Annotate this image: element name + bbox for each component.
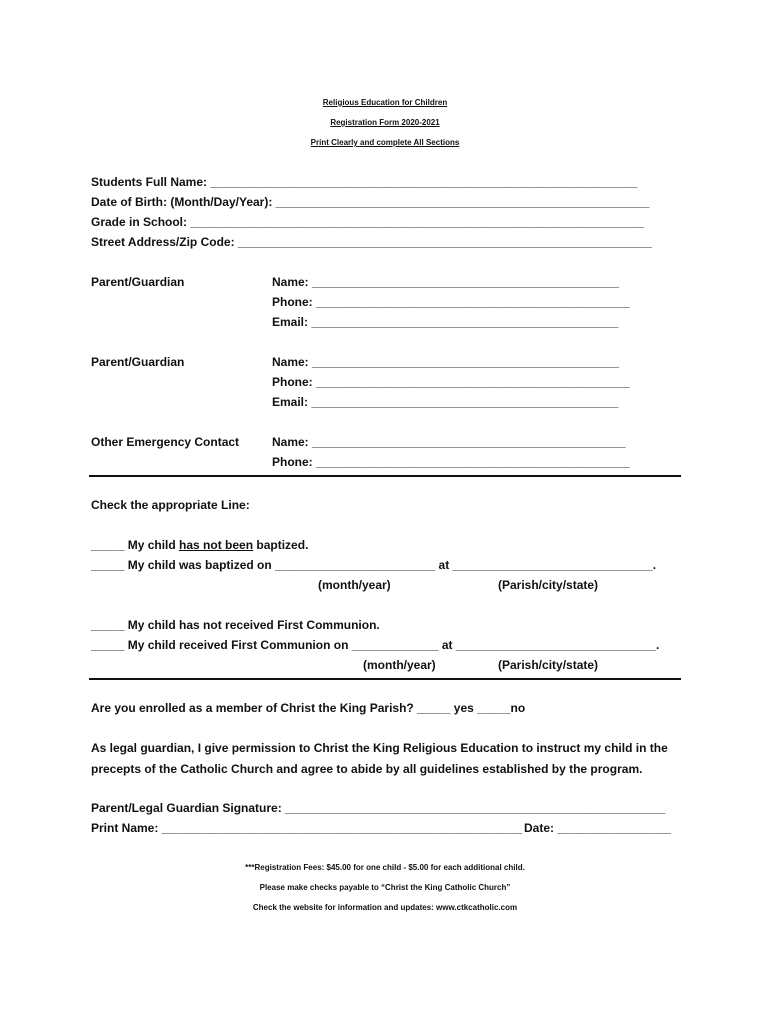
section-divider [89, 475, 681, 477]
no-communion-line[interactable]: _____ My child has not received First Communion. [91, 618, 380, 632]
communion-parish-caption: (Parish/city/state) [498, 658, 599, 672]
print-name-field[interactable]: Print Name: ______________________________________________________ [91, 821, 523, 835]
website-info: Check the website for information and updates: www.ctkcatholic.com [252, 903, 518, 912]
payment-instructions: Please make checks payable to “Christ the King Catholic Church” [259, 883, 511, 892]
date-field[interactable]: Date: _________________ [524, 821, 671, 835]
member-question[interactable]: Are you enrolled as a member of Christ the King Parish? _____ yes _____no [91, 701, 526, 715]
address-field[interactable]: Street Address/Zip Code: ______________________________________________________________ [91, 235, 652, 249]
form-instruction: Print Clearly and complete All Sections [310, 138, 460, 147]
parent1-name-field[interactable]: Name: ______________________________________________ [272, 275, 620, 289]
parent2-name-field[interactable]: Name: ______________________________________________ [272, 355, 620, 369]
check-heading: Check the appropriate Line: [91, 498, 250, 512]
baptism-parish-caption: (Parish/city/state) [498, 578, 599, 592]
not-baptized-line[interactable] [91, 537, 308, 553]
parent2-label: Parent/Guardian [91, 355, 185, 369]
parent1-email-field[interactable]: Email: ______________________________________________ [272, 315, 619, 329]
emergency-label: Other Emergency Contact [91, 435, 240, 449]
not-baptized-emphasis: has not been [179, 538, 254, 552]
signature-field[interactable]: Parent/Legal Guardian Signature: _________________________________________________________ [91, 801, 666, 815]
communion-month-year-caption: (month/year) [363, 658, 436, 672]
communion-line[interactable]: _____ My child received First Communion on _____________ at ______________________________. [91, 638, 660, 652]
grade-field[interactable]: Grade in School: ____________________________________________________________________ [91, 215, 645, 229]
permission-text-line2: precepts of the Catholic Church and agree to abide by all guidelines established by the program. [91, 762, 643, 776]
not-baptized-suffix: baptized. [253, 538, 309, 552]
student-name-field[interactable]: Students Full Name: ________________________________________________________________ [91, 175, 638, 189]
emergency-phone-field[interactable]: Phone: _______________________________________________ [272, 455, 630, 469]
parent1-phone-field[interactable]: Phone: _______________________________________________ [272, 295, 630, 309]
registration-fees: ***Registration Fees: $45.00 for one child - $5.00 for each additional child. [245, 863, 525, 872]
form-subtitle: Registration Form 2020-2021 [330, 118, 440, 127]
permission-text-line1: As legal guardian, I give permission to Christ the King Religious Education to instruct my child in the [91, 741, 668, 755]
parent2-phone-field[interactable]: Phone: _______________________________________________ [272, 375, 630, 389]
baptism-month-year-caption: (month/year) [318, 578, 391, 592]
section-divider-2 [89, 678, 681, 680]
parent2-email-field[interactable]: Email: ______________________________________________ [272, 395, 619, 409]
parent1-label: Parent/Guardian [91, 275, 185, 289]
emergency-name-field[interactable]: Name: _______________________________________________ [272, 435, 626, 449]
baptized-line[interactable]: _____ My child was baptized on ________________________ at ______________________________. [91, 558, 657, 572]
date-of-birth-field[interactable]: Date of Birth: (Month/Day/Year): ________________________________________________________ [91, 195, 650, 209]
form-title: Religious Education for Children [322, 98, 448, 107]
not-baptized-prefix: _____ My child [91, 538, 180, 552]
